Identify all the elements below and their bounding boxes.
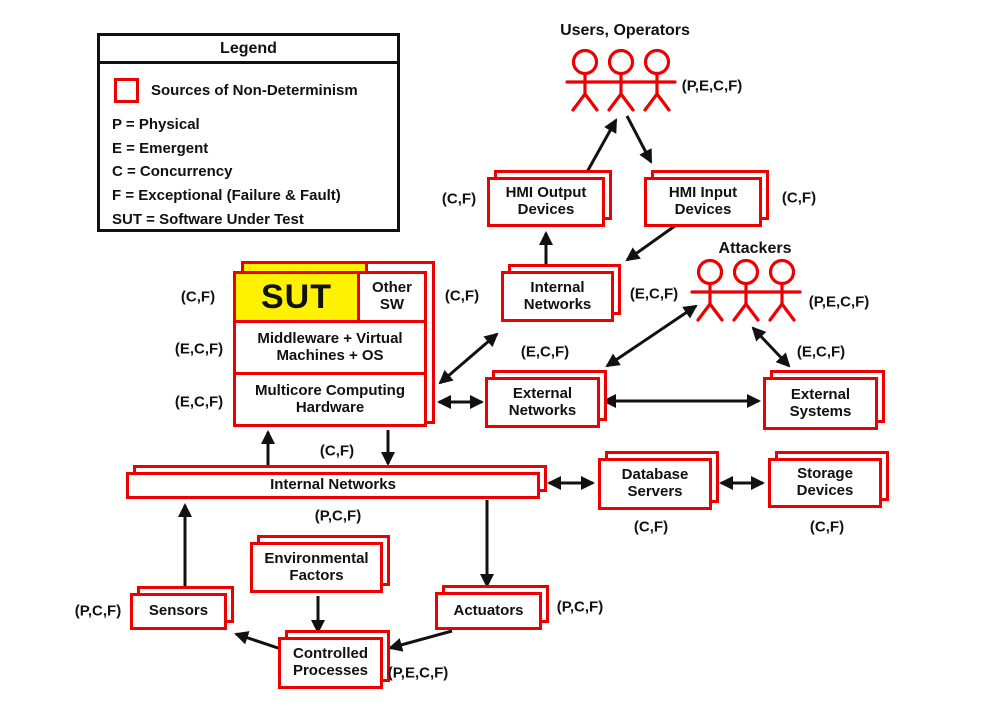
external-networks-annotation: (E,C,F): [520, 343, 570, 361]
bus-annotation-top: (C,F): [319, 442, 355, 460]
legend-entry-physical: P = Physical: [112, 116, 200, 133]
arrow-external-networks-attackers: [607, 306, 696, 366]
legend: [97, 33, 400, 232]
database-servers-label: Database Servers: [598, 458, 712, 510]
users-stick-figures-icon: [560, 46, 685, 116]
environmental-factors-label: Environmental Factors: [250, 542, 383, 593]
non-determinism-swatch-icon: [114, 78, 139, 103]
box-sensors: [130, 593, 227, 630]
controlled-processes-annotation: (P,E,C,F): [387, 664, 449, 682]
box-hmi-input-devices: [644, 177, 762, 227]
actuators-label: Actuators: [435, 592, 542, 630]
hmi-output-annotation: (C,F): [441, 190, 477, 208]
legend-entry-sut: SUT = Software Under Test: [112, 210, 304, 228]
storage-devices-annotation: (C,F): [809, 518, 845, 536]
box-internal-networks-bus: [126, 472, 540, 499]
box-environmental-factors: [250, 542, 383, 593]
arrow-hmi-output-to-users: [587, 120, 616, 172]
external-systems-label: External Systems: [763, 377, 878, 430]
actuators-annotation: (P,C,F): [556, 598, 604, 616]
hmi-input-annotation: (C,F): [781, 189, 817, 207]
box-actuators: [435, 592, 542, 630]
internal-networks-upper-label: Internal Networks: [501, 271, 614, 322]
box-external-systems: [763, 377, 878, 430]
arrow-hmi-input-to-internal-networks: [627, 223, 679, 260]
legend-entry-concurrency: C = Concurrency: [112, 163, 233, 181]
legend-title: Legend: [100, 36, 397, 64]
legend-body: [100, 64, 397, 231]
external-networks-label: External Networks: [485, 377, 600, 428]
arrow-users-to-hmi-input: [627, 116, 651, 162]
users-annotation: (P,E,C,F): [681, 77, 743, 95]
box-external-networks: [485, 377, 600, 428]
legend-entry-emergent: E = Emergent: [112, 139, 209, 157]
hardware-annotation: (E,C,F): [174, 393, 224, 411]
internal-networks-upper-annotation-left: (C,F): [444, 287, 480, 305]
attackers-annotation: (P,E,C,F): [808, 293, 870, 311]
legend-entry-exceptional: F = Exceptional (Failure & Fault): [112, 187, 341, 205]
arrow-stack-internal-networks: [440, 334, 497, 383]
users-operators-label: Users, Operators: [560, 22, 690, 39]
bus-annotation-bottom: (P,C,F): [314, 507, 362, 525]
box-internal-networks-upper: [501, 271, 614, 322]
database-servers-annotation: (C,F): [633, 518, 669, 536]
sensors-annotation: (P,C,F): [74, 602, 122, 620]
sut-box: SUT: [233, 271, 360, 323]
internal-networks-upper-annotation-right: (E,C,F): [629, 285, 679, 303]
internal-networks-bus-label: Internal Networks: [126, 472, 540, 499]
legend-swatch-label: Sources of Non-Determinism: [151, 82, 358, 99]
controlled-processes-label: Controlled Processes: [278, 637, 383, 689]
other-sw-box: Other SW: [357, 271, 427, 323]
storage-devices-label: Storage Devices: [768, 458, 882, 508]
box-hmi-output-devices: [487, 177, 605, 227]
hmi-input-devices-label: HMI Input Devices: [644, 177, 762, 227]
middleware-os-box: Middleware + Virtual Machines + OS: [233, 320, 427, 375]
middleware-annotation: (E,C,F): [174, 340, 224, 358]
box-storage-devices: [768, 458, 882, 508]
sut-annotation: (C,F): [180, 288, 216, 306]
multicore-hardware-box: Multicore Computing Hardware: [233, 372, 427, 427]
box-controlled-processes: [278, 637, 383, 689]
external-systems-annotation: (E,C,F): [796, 343, 846, 361]
attackers-label: Attackers: [718, 240, 792, 257]
sensors-label: Sensors: [130, 593, 227, 630]
attackers-stick-figures-icon: [685, 256, 810, 326]
arrow-attackers-external-systems: [753, 328, 789, 366]
hmi-output-devices-label: HMI Output Devices: [487, 177, 605, 227]
arrow-actuators-to-controlled-processes: [390, 631, 452, 648]
box-database-servers: [598, 458, 712, 510]
